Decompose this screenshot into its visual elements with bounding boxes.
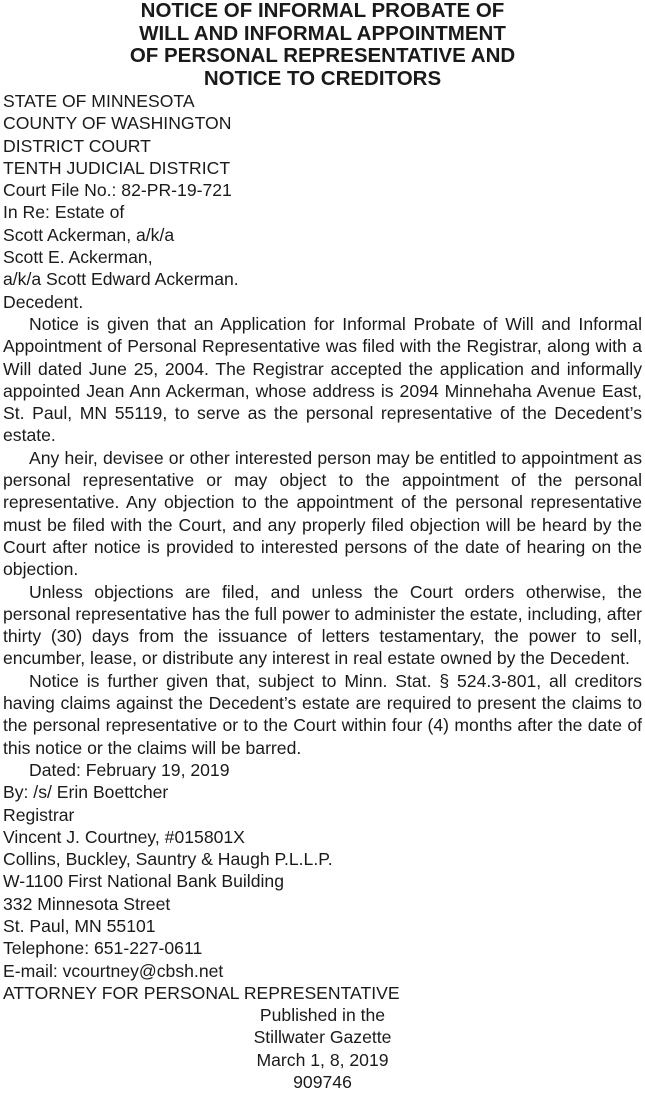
publication-line: Published in the [259,1005,386,1026]
title-line: NOTICE TO CREDITORS [203,66,442,90]
state-line: STATE OF MINNESOTA [3,91,195,111]
decedent-alias-line: a/k/a Scott Edward Ackerman. [3,269,239,290]
notice-title [3,0,642,90]
estate-of-line: In Re: Estate of [3,202,125,223]
attorney-role: ATTORNEY FOR PERSONAL REPRESENTATIVE [3,982,400,1003]
district-line: TENTH JUDICIAL DISTRICT [3,157,231,178]
court-file-number: Court File No.: 82-PR-19-721 [3,180,232,201]
body-paragraph: Unless objections are filed, and unless the Court orders otherwise, the personal representative has the full power to administer the estate, including, after thirty (30) days from the issuance of letters testamentary, the power to sell, encumber, lease, or distribute any interest in real estate owned by the Decedent. [3,581,642,669]
body-paragraph: Notice is given that an Application for Informal Probate of Will and Informal Appointment of Personal Representative was filed with the Registrar, along with a Will dated June 25, 2004. The Registrar accepted the application and informally appointed Jean Ann Ackerman, whose address is 2094 Minnehaha Avenue East, St. Paul, MN 55119, to serve as the personal representative of the Decedent’s estate. [3,313,642,446]
publication-name: Stillwater Gazette [253,1027,392,1048]
dated-line: Dated: February 19, 2019 [29,759,230,780]
signer-title: Registrar [3,804,75,825]
case-caption [3,90,642,313]
telephone-line: Telephone: 651-227-0611 [3,938,203,959]
address-line: St. Paul, MN 55101 [3,915,156,936]
publication-id: 909746 [293,1072,352,1093]
decedent-alias-line: Scott E. Ackerman, [3,247,153,268]
notice-body [3,313,642,781]
body-paragraph: Notice is further given that, subject to Minn. Stat. § 524.3-801, all creditors having claims against the Decedent’s estate are required to present the claims to the personal representative or to the Court within four (4) months after the date of this notice or the claims will be barred. [3,670,642,758]
decedent-name-line: Scott Ackerman, a/k/a [3,224,175,245]
title-line: OF PERSONAL REPRESENTATIVE AND [129,44,516,67]
address-line: W-1100 First National Bank Building [3,871,284,892]
address-line: 332 Minnesota Street [3,893,171,914]
title-line: WILL AND INFORMAL APPOINTMENT [139,21,506,45]
publication-dates: March 1, 8, 2019 [256,1049,389,1070]
email-line: E-mail: vcourtney@cbsh.net [3,960,224,981]
decedent-label: Decedent. [3,291,84,312]
body-paragraph: Any heir, devisee or other interested person may be entitled to appointment as personal representative or may object to the appointment of the personal representative. Any objection to the appointment of the personal representative must be filed with the Court, and any properly filed objection will be heard by the Court after notice is provided to interested persons of the date of hearing on the objection. [3,447,642,580]
county-line: COUNTY OF WASHINGTON [3,113,232,134]
signature-line: By: /s/ Erin Boettcher [3,782,169,803]
title-line: NOTICE OF INFORMAL PROBATE OF [140,0,505,22]
publication-info [3,1004,642,1093]
court-line: DISTRICT COURT [3,135,151,156]
signature-block [3,781,642,1004]
law-firm: Collins, Buckley, Sauntry & Haugh P.L.L.P. [3,849,333,870]
attorney-name: Vincent J. Courtney, #015801X [3,826,245,847]
